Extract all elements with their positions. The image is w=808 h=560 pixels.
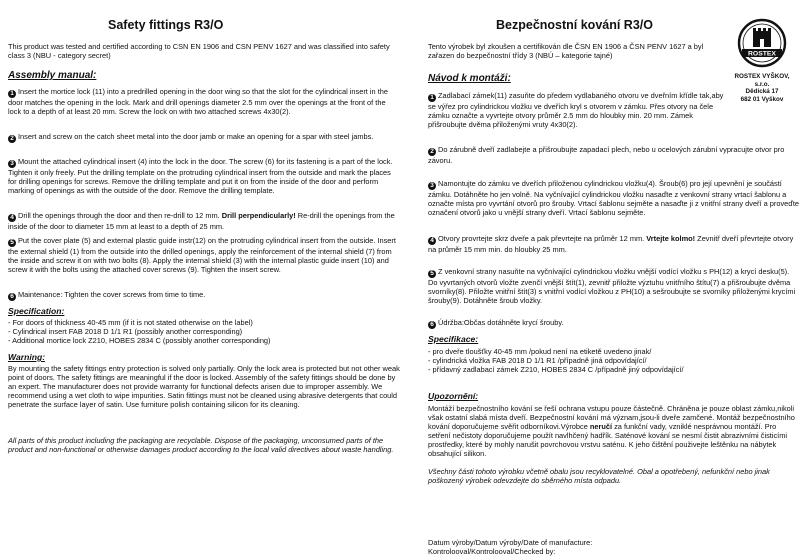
manufacture-date-line: Datum výroby/Datum výroby/Date of manufacture: [428, 538, 593, 547]
english-warning-heading: Warning: [8, 352, 46, 362]
english-title: Safety fittings R3/O [108, 18, 224, 32]
english-spec-item: - Cylindrical insert FAB 2018 D 1/1 R1 (possibly another corresponding) [8, 327, 243, 336]
czech-title: Bezpečnostní kování R3/O [496, 18, 653, 32]
step-number: 1 [8, 90, 16, 98]
english-spec-item: - For doors of thickness 40-45 mm (if it is not stated otherwise on the label) [8, 318, 253, 327]
rostex-logo [730, 18, 794, 103]
english-intro: This product was tested and certified according to CSN EN 1906 and CSN PENV 1627 and was classified into safety class 3 (NBU - category secret) [8, 42, 390, 61]
english-step-1: 1 Insert the mortice lock (11) into a predrilled opening in the door wing so that the slot for the cylindrical insert in the door matches the opening in the lock. Mark and drill openings diameter 2.5 mm over the openings at the front of the lock to a depth of at least 20 mm. Screw the lock on with two attached screws 4x30(2). [8, 87, 388, 117]
english-warning-text: By mounting the safety fittings entry protection is solved only partially. Only the lock area is protected but not other weak point of doors. The safety fittings are meaningful if the door is locked. Assembly of the safety fittings should be done by an expert. The manufacturer does not provide warranty for functional defects arisen due to improper assembly. We recommend using a wet cloth to wipe impurities. Satin fittings must not be cleaned using abrasive detergents that could penetrate the surface layer of satin. Use furniture polish containing silicon for its cleaning. [8, 364, 400, 410]
step-number: 5 [8, 239, 16, 247]
step-number: 3 [428, 182, 436, 190]
english-spec-item: - Additional mortice lock Z210, HOBES 2834 C (possibly another corresponding) [8, 336, 271, 345]
step-number: 3 [8, 160, 16, 168]
step-number: 5 [428, 270, 436, 278]
english-spec-heading: Specification: [8, 306, 65, 316]
english-step-5: 5 Put the cover plate (5) and external plastic guide instr(12) on the protruding cylindrical insert from the outside. Insert the external shield (1) from the outside into the drilled openings, apply the reinforcement of the internal shield (7) from the inside and screw it on with two bolts (8). Apply the internal shield (3) with the internal plastic guide insert (10) and screw it with the bolts using the attached cover screws (9). Tighten the insert screw. [8, 236, 396, 275]
english-step-3: 3 Mount the attached cylindrical insert (4) into the lock in the door. The screw (6) for its fastening is a part of the lock. Tighten it only freely. Put the drilling template on the protruding cylindrical insert from the outside and mark the places for drilling openings for screws. Remove the drilling template and put it on from the inside of the door and perform marking of openings as with the outside of the door. Remove the drilling template. [8, 157, 393, 196]
checked-by-line: Kontrolooval/Kontrolooval/Checked by: [428, 547, 556, 556]
czech-step-1: 1 Zadlabací zámek(11) zasuňte do předem vydlabaného otvoru ve dveřním křídle tak,aby se výřez pro cylindrickou vložku ve dveřích kryl s otvorem v zámku. Přes otvory na čele zámku označte a vyvrtejte otvory průměr 2.5 mm do hloubky min. 20 mm. Zámek přišroubujte dvěma přiloženými vruty 4x30(2). [428, 91, 724, 130]
czech-step-3: 3 Namontujte do zámku ve dveřích přiloženou cylindrickou vložku(4). Šroub(6) pro její upevnění je součástí zámku. Dotáhněte ho jen volně. Na vyčnívající cylindrickou vložku nasaďte z venkovní strany vrtací šablonu a označte místa pro vyvrtání otvorů pro šrouby. Vrtací šablonu sejměte a nasaďte ji z vnitřní strany dveří a proveďte označení otvorů jako u vnější strany dveří. Vrtací šablonu sejměte. [428, 179, 799, 218]
czech-spec-item: - pro dveře tloušťky 40-45 mm /pokud není na etiketě uvedeno jinak/ [428, 347, 652, 356]
step-number: 4 [8, 214, 16, 222]
logo-street: Dědická 17 [745, 88, 779, 95]
czech-spec-heading: Specifikace: [428, 334, 479, 344]
english-step-6: 6 Maintenance: Tighten the cover screws from time to time. [8, 290, 400, 301]
logo-brand-text: ROSTEX [748, 50, 776, 58]
step-number: 2 [8, 135, 16, 143]
logo-company: ROSTEX VYŠKOV, s.r.o. [734, 73, 790, 88]
english-step-4: 4 Drill the openings through the door and then re-drill to 12 mm. Drill perpendicularly! Re-drill the openings from the inside of the door to diameter 15 mm at least to a depth of 25 mm. [8, 211, 395, 231]
logo-city: 682 01 Vyškov [740, 95, 784, 103]
czech-step-4: 4 Otvory provrtejte skrz dveře a pak převrtejte na průměr 12 mm. Vrtejte kolmo! Zevnitř dveří převrtejte otvory na průměr 15 mm min. do hloubky 25 mm. [428, 234, 794, 254]
czech-warning-heading: Upozornění: [428, 391, 479, 401]
step-number: 6 [8, 293, 16, 301]
czech-manual-heading: Návod k montáži: [428, 73, 511, 84]
czech-step-2: 2 Do zárubně dveří zadlabejte a přišroubujte zapadací plech, nebo u ocelových zárubní vypracujte otvor pro závoru. [428, 145, 785, 165]
step-number: 2 [428, 148, 436, 156]
english-manual-heading: Assembly manual: [8, 70, 97, 81]
step-number: 4 [428, 237, 436, 245]
czech-spec-item: - cylindrická vložka FAB 2018 D 1/1 R1 /případně jiná odpovídající/ [428, 356, 647, 365]
czech-recycle-note: Všechny části tohoto výrobku včetně obalu jsou recyklovatelné. Obal a opotřebený, nefunkční nebo jinak poškozený výrobek odevzdejte do sběrného místa odpadu. [428, 467, 770, 486]
czech-step-5: 5 Z venkovní strany nasuňte na vyčnívající cylindrickou vložku vnější vodící vložku s PH(12) a krycí desku(5). Do vyvrtaných otvorů vložte zvenčí vnější štít(1), zevnitř přiložte výztuhu vnitřního štítu(7) a přišroubujte dvěma svorníky(8). Přiložte vnitřní štít(3) s vnitřní vodící vložkou z PH(10) a sešroubujte se svorníky přiloženými krycími šrouby(9). Dotáhněte šroub vložky. [428, 267, 796, 306]
step-number: 1 [428, 94, 436, 102]
step-number: 6 [428, 321, 436, 329]
czech-spec-item: - přídavný zadlabací zámek Z210, HOBES 2834 C /případně jiný odpovídající/ [428, 365, 684, 374]
czech-step-6: 6 Údržba:Občas dotáhněte krycí šrouby. [428, 318, 800, 329]
czech-intro: Tento výrobek byl zkoušen a certifikován dle ČSN EN 1906 a ČSN PENV 1627 a byl zařazen do bezpečnostní třídy 3 (NBÚ – kategorie tajné) [428, 42, 704, 61]
czech-warning-text: Montáží bezpečnostního kování se řeší ochrana vstupu pouze částečně. Chráněna je pouze oblast zámku,nikoli však ostatní slabá místa dveří. Bezpečnostní kování má význam,jsou-li dveře zamčené. Montáž bezpečnostního kování doporučujeme svěřit odborníkovi.Výrobce neručí za funkční vady, vzniklé nesprávnou montáží. Pro setření nečistoty doporučujeme použít navlhčený hadřík. Saténové kování se nesmí čistit abrazivními čisticími prostředky, které by mohly narušit povrchovou vrstvu saténu. K jeho čištění použivejte leštěnku na nábytek obsahující silikon. [428, 404, 795, 459]
english-step-2: 2 Insert and screw on the catch sheet metal into the door jamb or make an opening for a spar with steel jambs. [8, 132, 400, 143]
rostex-emblem-icon [730, 18, 794, 68]
english-recycle-note: All parts of this product including the packaging are recyclable. Dispose of the packaging, unconsumed parts of the product and non-functional or otherwise damages product according to the local valid directives about waste handling. [8, 436, 394, 455]
